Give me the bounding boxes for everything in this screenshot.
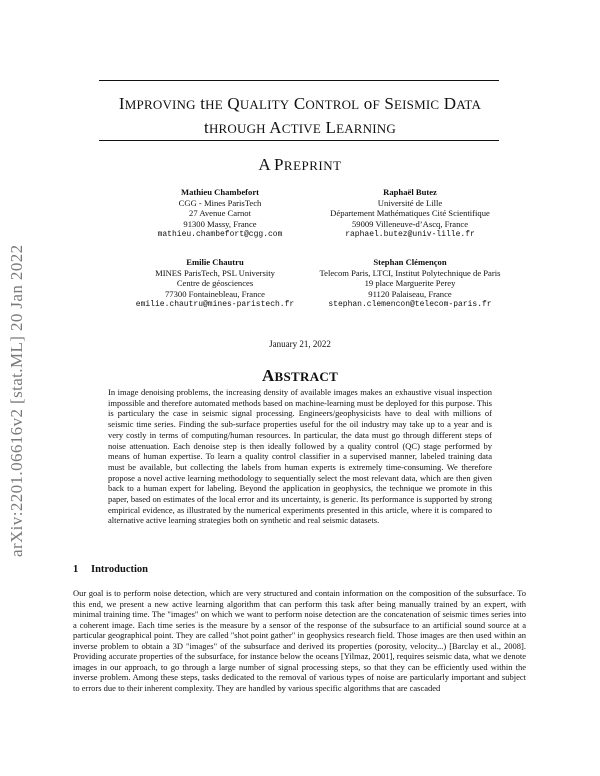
- arxiv-identifier: arXiv:2201.06616v2 [stat.ML] 20 Jan 2022: [7, 244, 26, 557]
- abstract-text: In image denoising problems, the increasing density of available images makes an exhaustive visual inspection impossible and therefore automated methods based on machine-learning must be deployed for this purpose. This is particulary the case in seismic signal processing. Engineers/geophysicists have to deal with millions of seismic time series. Finding the sub-surface properties useful for the oil industry may take up to a year and is very costly in terms of computing/human resources. In particular, the data must go through different steps of noise attenuation. Each denoise step is then ideally followed by a quality control (QC) stage performed by means of human expertise. To learn a quality control classifier in a supervised manner, labeled training data must be available, but collecting the labels from human experts is extremely time-consuming. We therefore propose a novel active learning methodology to sequentially select the most relevant data, which are then given back to a human expert for labeling. Beyond the application in geophysics, the technique we promote in this paper, based on estimates of the local error and its uncertainty, is generic. Its performance is supported by strong empirical evidence, as illustrated by the numerical experiments presented in this article, where it is compared to alternative active learning strategies both on synthetic and real seismic datasets.: [108, 387, 492, 526]
- author-affiliation: CGG - Mines ParisTech: [178, 197, 262, 208]
- author-name: Raphaël Butez: [383, 187, 437, 197]
- author-name: Stephan Clémençon: [373, 257, 447, 267]
- introduction-text: Our goal is to perform noise detection, which are very structured and contain information on the composition of the subsurface. To this end, we present a new active learning algorithm that can perform this task after being manually trained by an expert, with minimal training time. The "images" on which we want to perform noise detection are the concatenation of seismic times series into a coherent image. Each time series is the measure by a sensor of the response of the subsurface to an artificial sound source at a particular geographical point. They are called "shot point gather" in geophysics research field. Those images are then used within an inverse problem to obtain a 3D "images" of the subsurface and derived its properties (porosity, velocity...) [Barclay et al., 2008]. Providing accurate properties of the subsurface, for instance below the oceans [Yilmaz, 2001], requires seismic data, what we denote images in our approach, to go through a large number of signal processing steps, so that they can be efficiently used within the inverse problem. Among these steps, tasks dedicated to the removal of various types of noise are particularly important and subject to errors due to their inherent complexity. They are handled by various specific algorithms that are cascaded: [73, 588, 526, 693]
- title-rule-bottom: [99, 140, 499, 141]
- author-address: Département Mathématiques Cité Scientifique: [330, 208, 490, 219]
- author-name: Mathieu Chambefort: [180, 187, 260, 197]
- author-block: [290, 257, 530, 311]
- author-email: emilie.chautru@mines-paristech.fr: [135, 299, 295, 309]
- title-line-2: tHROUGH ACTIVE LEARNING: [204, 118, 396, 137]
- author-address: 91120 Palaiseau, France: [368, 289, 452, 300]
- title-line-1: IMPROVING tHE QUALITY CONTROL oF SEISMIC DATA: [118, 94, 482, 113]
- section-number: 1: [73, 564, 79, 575]
- preprint-label: A PREPRINT: [258, 155, 342, 174]
- author-address: 19 place Marguerite Perey: [364, 278, 456, 289]
- author-email: mathieu.chambefort@cgg.com: [157, 229, 283, 239]
- section-heading: [73, 564, 148, 575]
- author-block: [130, 187, 310, 241]
- author-affiliation: Telecom Paris, LTCI, Institut Polytechnique de Paris: [319, 267, 501, 278]
- author-block: [290, 187, 530, 241]
- title-rule-top: [99, 80, 499, 81]
- abstract-heading: ABSTRACT: [261, 366, 339, 385]
- author-address: 91300 Massy, France: [183, 219, 257, 230]
- paper-date: January 21, 2022: [269, 339, 331, 349]
- paper-title: [80, 92, 520, 140]
- author-address: Centre de géosciences: [176, 278, 254, 289]
- author-affiliation: MINES ParisTech, PSL University: [155, 267, 275, 278]
- author-email: stephan.clemencon@telecom-paris.fr: [328, 299, 492, 309]
- author-address: 59009 Villeneuve-d’Ascq, France: [351, 219, 469, 230]
- author-email: raphael.butez@univ-lille.fr: [345, 229, 475, 239]
- author-address: 27 Avenue Carnot: [189, 208, 251, 219]
- author-name: Emilie Chautru: [186, 257, 244, 267]
- author-affiliation: Université de Lille: [377, 197, 443, 208]
- section-title: Introduction: [91, 564, 148, 575]
- author-address: 77300 Fontainebleau, France: [165, 289, 265, 300]
